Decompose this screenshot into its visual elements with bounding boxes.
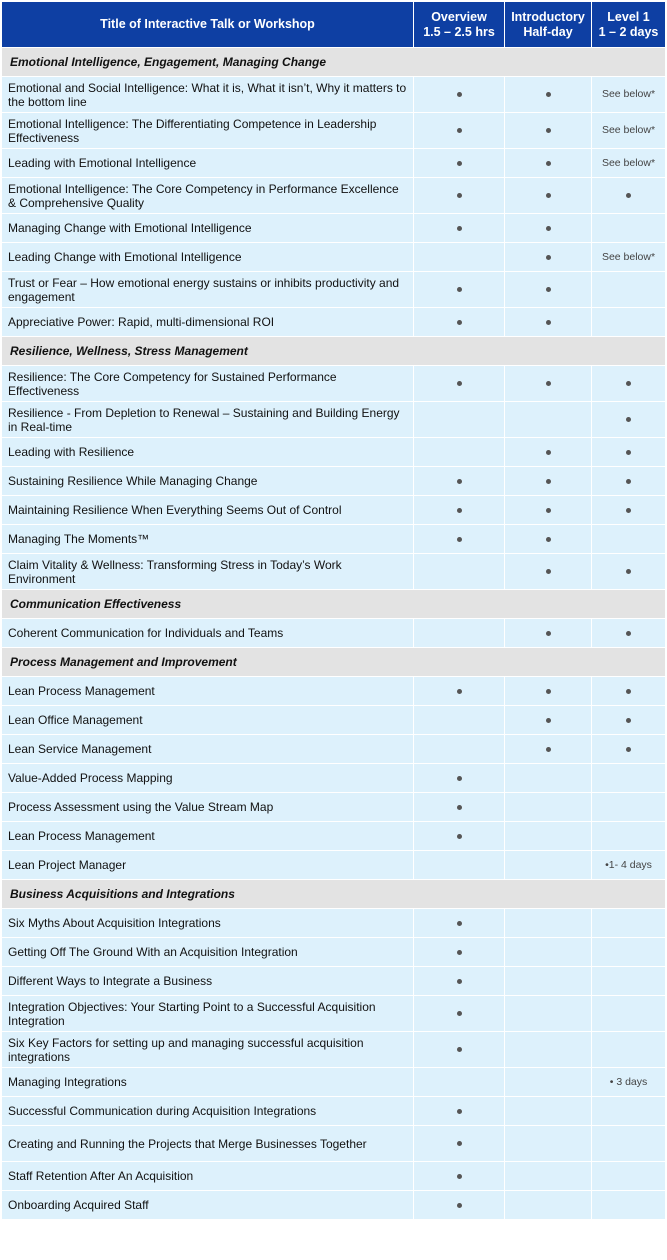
table-row bbox=[2, 402, 665, 438]
bullet-cell bbox=[505, 243, 592, 272]
workshop-title: Leading with Resilience bbox=[2, 438, 414, 467]
table-row bbox=[2, 149, 665, 178]
table-row bbox=[2, 272, 665, 308]
bullet-dot-icon bbox=[546, 226, 551, 231]
bullet-cell bbox=[505, 496, 592, 525]
bullet-dot-icon bbox=[546, 193, 551, 198]
workshop-title: Claim Vitality & Wellness: Transforming Stress in Today’s Work Environment bbox=[2, 554, 414, 590]
header-row bbox=[2, 2, 665, 48]
bullet-cell bbox=[414, 525, 505, 554]
table-row bbox=[2, 764, 665, 793]
bullet-cell bbox=[505, 113, 592, 149]
workshop-title: Managing Change with Emotional Intelligence bbox=[2, 214, 414, 243]
bullet-cell bbox=[414, 467, 505, 496]
empty-cell bbox=[592, 1126, 665, 1162]
table-row bbox=[2, 619, 665, 648]
note-cell bbox=[592, 77, 665, 113]
workshop-title: Six Key Factors for setting up and managing successful acquisition integrations bbox=[2, 1032, 414, 1068]
workshop-title: Process Assessment using the Value Stream Map bbox=[2, 793, 414, 822]
workshop-title: Lean Service Management bbox=[2, 735, 414, 764]
bullet-cell bbox=[414, 272, 505, 308]
header-overview bbox=[414, 2, 505, 48]
bullet-cell bbox=[592, 677, 665, 706]
bullet-cell bbox=[414, 113, 505, 149]
note-text: See below* bbox=[601, 124, 656, 137]
workshop-title: Six Myths About Acquisition Integrations bbox=[2, 909, 414, 938]
bullet-cell bbox=[505, 308, 592, 337]
bullet-cell bbox=[414, 77, 505, 113]
section-row bbox=[2, 590, 665, 619]
bullet-dot-icon bbox=[546, 92, 551, 97]
bullet-dot-icon bbox=[626, 193, 631, 198]
empty-cell bbox=[592, 1162, 665, 1191]
table-row bbox=[2, 677, 665, 706]
bullet-dot-icon bbox=[626, 747, 631, 752]
bullet-cell bbox=[505, 525, 592, 554]
bullet-dot-icon bbox=[457, 921, 462, 926]
bullet-cell bbox=[592, 366, 665, 402]
note-cell bbox=[592, 851, 665, 880]
workshop-title: Managing Integrations bbox=[2, 1068, 414, 1097]
bullet-dot-icon bbox=[457, 1203, 462, 1208]
bullet-cell bbox=[414, 1032, 505, 1068]
bullet-dot-icon bbox=[626, 417, 631, 422]
empty-cell bbox=[592, 1191, 665, 1220]
workshop-title: Resilience - From Depletion to Renewal – Sustaining and Building Energy in Real-time bbox=[2, 402, 414, 438]
workshop-title: Getting Off The Ground With an Acquisition Integration bbox=[2, 938, 414, 967]
bullet-dot-icon bbox=[546, 161, 551, 166]
header-overview-line1: Overview bbox=[431, 9, 487, 24]
table-row bbox=[2, 1068, 665, 1097]
bullet-dot-icon bbox=[546, 631, 551, 636]
bullet-dot-icon bbox=[546, 287, 551, 292]
bullet-dot-icon bbox=[546, 450, 551, 455]
table-row bbox=[2, 735, 665, 764]
bullet-cell bbox=[505, 735, 592, 764]
empty-cell bbox=[505, 938, 592, 967]
table-row bbox=[2, 496, 665, 525]
bullet-cell bbox=[592, 467, 665, 496]
note-cell bbox=[592, 1068, 665, 1097]
empty-cell bbox=[505, 822, 592, 851]
bullet-dot-icon bbox=[457, 92, 462, 97]
bullet-cell bbox=[592, 554, 665, 590]
empty-cell bbox=[414, 243, 505, 272]
workshop-title: Trust or Fear – How emotional energy sustains or inhibits productivity and engagement bbox=[2, 272, 414, 308]
empty-cell bbox=[505, 851, 592, 880]
workshop-title: Successful Communication during Acquisition Integrations bbox=[2, 1097, 414, 1126]
bullet-dot-icon bbox=[626, 479, 631, 484]
section-row bbox=[2, 48, 665, 77]
empty-cell bbox=[592, 1097, 665, 1126]
bullet-dot-icon bbox=[626, 381, 631, 386]
workshop-title: Lean Process Management bbox=[2, 677, 414, 706]
bullet-cell bbox=[505, 272, 592, 308]
bullet-dot-icon bbox=[626, 689, 631, 694]
bullet-cell bbox=[414, 822, 505, 851]
empty-cell bbox=[592, 525, 665, 554]
empty-cell bbox=[592, 764, 665, 793]
bullet-cell bbox=[505, 438, 592, 467]
empty-cell bbox=[592, 214, 665, 243]
bullet-dot-icon bbox=[457, 950, 462, 955]
workshop-table bbox=[2, 2, 665, 1220]
table-row bbox=[2, 77, 665, 113]
empty-cell bbox=[505, 967, 592, 996]
workshop-title: Different Ways to Integrate a Business bbox=[2, 967, 414, 996]
bullet-cell bbox=[505, 554, 592, 590]
bullet-cell bbox=[505, 366, 592, 402]
bullet-cell bbox=[414, 967, 505, 996]
bullet-cell bbox=[414, 793, 505, 822]
bullet-dot-icon bbox=[457, 1109, 462, 1114]
section-title: Business Acquisitions and Integrations bbox=[2, 880, 665, 909]
bullet-cell bbox=[592, 706, 665, 735]
bullet-dot-icon bbox=[546, 381, 551, 386]
bullet-dot-icon bbox=[457, 320, 462, 325]
header-title: Title of Interactive Talk or Workshop bbox=[2, 2, 414, 48]
bullet-cell bbox=[414, 909, 505, 938]
empty-cell bbox=[505, 1126, 592, 1162]
bullet-cell bbox=[414, 496, 505, 525]
section-title: Process Management and Improvement bbox=[2, 648, 665, 677]
empty-cell bbox=[592, 1032, 665, 1068]
bullet-dot-icon bbox=[457, 834, 462, 839]
bullet-cell bbox=[414, 996, 505, 1032]
bullet-cell bbox=[592, 619, 665, 648]
bullet-cell bbox=[414, 1126, 505, 1162]
bullet-dot-icon bbox=[457, 776, 462, 781]
bullet-dot-icon bbox=[457, 1011, 462, 1016]
workshop-title: Sustaining Resilience While Managing Change bbox=[2, 467, 414, 496]
bullet-dot-icon bbox=[457, 979, 462, 984]
bullet-dot-icon bbox=[546, 718, 551, 723]
table-row bbox=[2, 967, 665, 996]
bullet-cell bbox=[414, 308, 505, 337]
bullet-dot-icon bbox=[457, 1141, 462, 1146]
bullet-cell bbox=[592, 178, 665, 214]
empty-cell bbox=[592, 308, 665, 337]
table-row bbox=[2, 1097, 665, 1126]
empty-cell bbox=[592, 909, 665, 938]
header-intro-line1: Introductory bbox=[511, 9, 585, 24]
note-text: •1- 4 days bbox=[605, 859, 652, 872]
bullet-dot-icon bbox=[546, 569, 551, 574]
table-row bbox=[2, 467, 665, 496]
bullet-cell bbox=[414, 938, 505, 967]
bullet-cell bbox=[414, 366, 505, 402]
table-row bbox=[2, 793, 665, 822]
empty-cell bbox=[505, 1097, 592, 1126]
note-text: • 3 days bbox=[609, 1076, 648, 1089]
table-row bbox=[2, 243, 665, 272]
bullet-dot-icon bbox=[457, 537, 462, 542]
table-row bbox=[2, 1162, 665, 1191]
header-level bbox=[592, 2, 665, 48]
workshop-title: Resilience: The Core Competency for Sustained Performance Effectiveness bbox=[2, 366, 414, 402]
section-row bbox=[2, 880, 665, 909]
bullet-dot-icon bbox=[546, 479, 551, 484]
note-cell bbox=[592, 243, 665, 272]
bullet-dot-icon bbox=[457, 161, 462, 166]
bullet-cell bbox=[592, 438, 665, 467]
empty-cell bbox=[505, 1068, 592, 1097]
note-text: See below* bbox=[601, 251, 656, 264]
table-row bbox=[2, 113, 665, 149]
workshop-title: Leading Change with Emotional Intelligence bbox=[2, 243, 414, 272]
section-title: Communication Effectiveness bbox=[2, 590, 665, 619]
bullet-cell bbox=[505, 149, 592, 178]
bullet-cell bbox=[505, 467, 592, 496]
table-row bbox=[2, 214, 665, 243]
workshop-title: Lean Office Management bbox=[2, 706, 414, 735]
workshop-title: Leading with Emotional Intelligence bbox=[2, 149, 414, 178]
empty-cell bbox=[592, 272, 665, 308]
bullet-cell bbox=[414, 178, 505, 214]
bullet-dot-icon bbox=[626, 569, 631, 574]
table-row bbox=[2, 366, 665, 402]
bullet-dot-icon bbox=[546, 537, 551, 542]
table-row bbox=[2, 554, 665, 590]
bullet-dot-icon bbox=[457, 226, 462, 231]
bullet-dot-icon bbox=[457, 287, 462, 292]
empty-cell bbox=[505, 764, 592, 793]
empty-cell bbox=[592, 793, 665, 822]
workshop-title: Lean Process Management bbox=[2, 822, 414, 851]
section-row bbox=[2, 648, 665, 677]
bullet-dot-icon bbox=[626, 508, 631, 513]
section-title: Resilience, Wellness, Stress Management bbox=[2, 337, 665, 366]
empty-cell bbox=[505, 1032, 592, 1068]
empty-cell bbox=[592, 996, 665, 1032]
bullet-cell bbox=[414, 1162, 505, 1191]
table-body bbox=[2, 48, 665, 1220]
table-row bbox=[2, 706, 665, 735]
bullet-cell bbox=[414, 677, 505, 706]
bullet-dot-icon bbox=[546, 255, 551, 260]
header-level-line2: 1 – 2 days bbox=[598, 24, 659, 39]
header-level-line1: Level 1 bbox=[607, 9, 650, 24]
note-cell bbox=[592, 113, 665, 149]
workshop-title: Value-Added Process Mapping bbox=[2, 764, 414, 793]
workshop-title: Emotional Intelligence: The Core Competency in Performance Excellence & Comprehensive Quality bbox=[2, 178, 414, 214]
bullet-cell bbox=[505, 214, 592, 243]
bullet-cell bbox=[414, 764, 505, 793]
empty-cell bbox=[592, 822, 665, 851]
empty-cell bbox=[414, 619, 505, 648]
table-row bbox=[2, 909, 665, 938]
workshop-title: Emotional and Social Intelligence: What it is, What it isn’t, Why it matters to the bottom line bbox=[2, 77, 414, 113]
empty-cell bbox=[592, 967, 665, 996]
table-row bbox=[2, 851, 665, 880]
empty-cell bbox=[592, 938, 665, 967]
note-text: See below* bbox=[601, 88, 656, 101]
bullet-cell bbox=[414, 1191, 505, 1220]
table-row bbox=[2, 178, 665, 214]
empty-cell bbox=[505, 402, 592, 438]
bullet-cell bbox=[505, 677, 592, 706]
bullet-dot-icon bbox=[457, 128, 462, 133]
empty-cell bbox=[505, 909, 592, 938]
note-text: See below* bbox=[601, 157, 656, 170]
empty-cell bbox=[414, 402, 505, 438]
empty-cell bbox=[414, 851, 505, 880]
bullet-cell bbox=[505, 619, 592, 648]
header-intro-line2: Half-day bbox=[523, 24, 573, 39]
table-row bbox=[2, 308, 665, 337]
bullet-dot-icon bbox=[626, 718, 631, 723]
table-row bbox=[2, 525, 665, 554]
bullet-dot-icon bbox=[546, 689, 551, 694]
workshop-title: Managing The Moments™ bbox=[2, 525, 414, 554]
bullet-dot-icon bbox=[546, 128, 551, 133]
empty-cell bbox=[505, 1162, 592, 1191]
empty-cell bbox=[505, 1191, 592, 1220]
workshop-title: Lean Project Manager bbox=[2, 851, 414, 880]
bullet-dot-icon bbox=[457, 193, 462, 198]
table-row bbox=[2, 938, 665, 967]
empty-cell bbox=[414, 438, 505, 467]
bullet-dot-icon bbox=[457, 1174, 462, 1179]
bullet-dot-icon bbox=[546, 320, 551, 325]
workshop-title: Staff Retention After An Acquisition bbox=[2, 1162, 414, 1191]
empty-cell bbox=[414, 706, 505, 735]
table-row bbox=[2, 822, 665, 851]
table-row bbox=[2, 1126, 665, 1162]
bullet-cell bbox=[505, 178, 592, 214]
bullet-cell bbox=[592, 735, 665, 764]
bullet-cell bbox=[592, 496, 665, 525]
empty-cell bbox=[505, 793, 592, 822]
workshop-title: Maintaining Resilience When Everything Seems Out of Control bbox=[2, 496, 414, 525]
bullet-dot-icon bbox=[626, 450, 631, 455]
bullet-dot-icon bbox=[546, 747, 551, 752]
bullet-cell bbox=[414, 149, 505, 178]
empty-cell bbox=[505, 996, 592, 1032]
section-row bbox=[2, 337, 665, 366]
bullet-dot-icon bbox=[546, 508, 551, 513]
bullet-cell bbox=[414, 214, 505, 243]
bullet-dot-icon bbox=[626, 631, 631, 636]
workshop-title: Onboarding Acquired Staff bbox=[2, 1191, 414, 1220]
bullet-dot-icon bbox=[457, 689, 462, 694]
bullet-dot-icon bbox=[457, 508, 462, 513]
empty-cell bbox=[414, 1068, 505, 1097]
workshop-title: Emotional Intelligence: The Differentiating Competence in Leadership Effectiveness bbox=[2, 113, 414, 149]
section-title: Emotional Intelligence, Engagement, Managing Change bbox=[2, 48, 665, 77]
bullet-dot-icon bbox=[457, 805, 462, 810]
note-cell bbox=[592, 149, 665, 178]
bullet-dot-icon bbox=[457, 381, 462, 386]
bullet-dot-icon bbox=[457, 479, 462, 484]
header-overview-line2: 1.5 – 2.5 hrs bbox=[423, 24, 495, 39]
table-row bbox=[2, 1191, 665, 1220]
bullet-cell bbox=[592, 402, 665, 438]
workshop-title: Integration Objectives: Your Starting Point to a Successful Acquisition Integration bbox=[2, 996, 414, 1032]
table-row bbox=[2, 996, 665, 1032]
bullet-dot-icon bbox=[457, 1047, 462, 1052]
workshop-title: Coherent Communication for Individuals and Teams bbox=[2, 619, 414, 648]
workshop-title: Creating and Running the Projects that Merge Businesses Together bbox=[2, 1126, 414, 1162]
bullet-cell bbox=[414, 1097, 505, 1126]
header-intro bbox=[505, 2, 592, 48]
table-row bbox=[2, 438, 665, 467]
empty-cell bbox=[414, 554, 505, 590]
workshop-title: Appreciative Power: Rapid, multi-dimensional ROI bbox=[2, 308, 414, 337]
bullet-cell bbox=[505, 77, 592, 113]
bullet-cell bbox=[505, 706, 592, 735]
empty-cell bbox=[414, 735, 505, 764]
table-row bbox=[2, 1032, 665, 1068]
